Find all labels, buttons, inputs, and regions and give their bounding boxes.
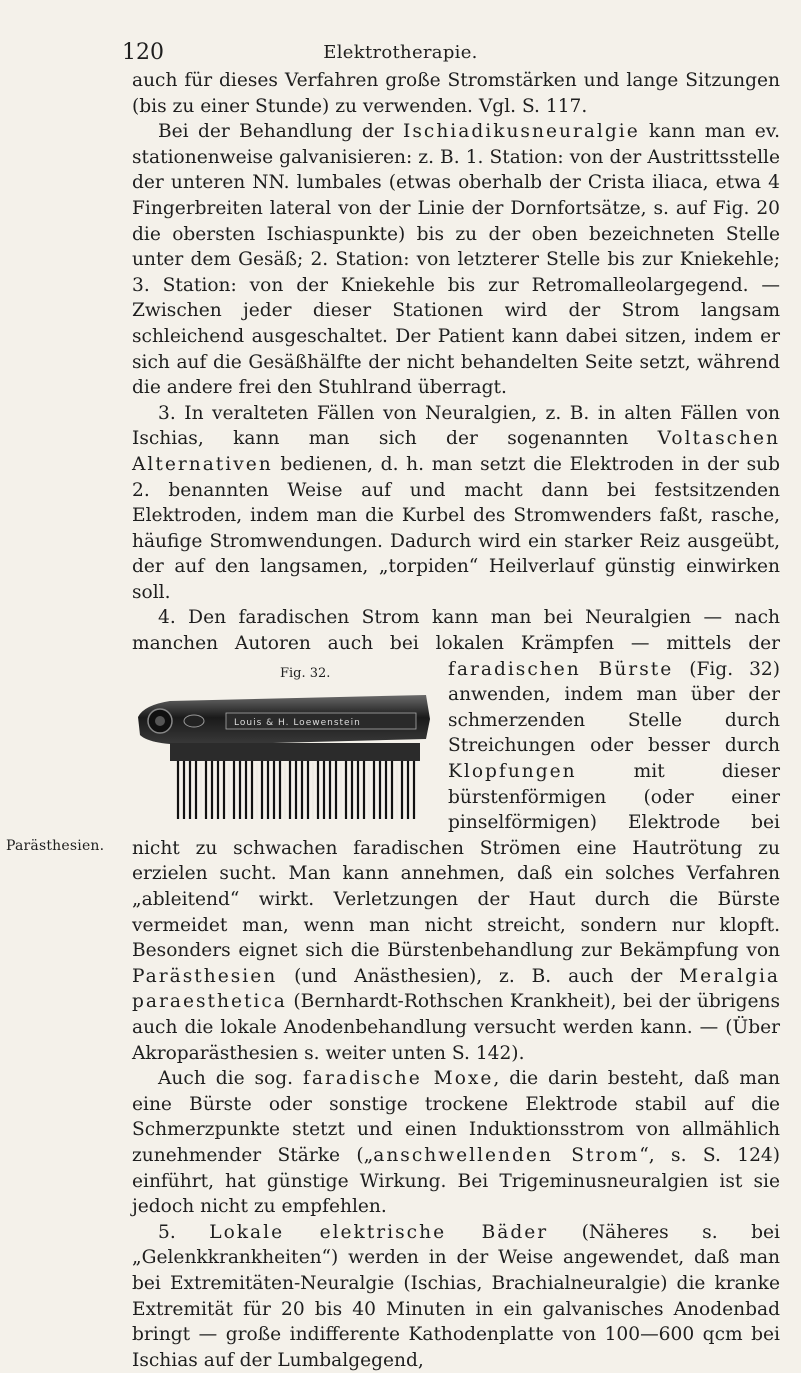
p4-text-e: mit dieser bürstenförmigen (oder einer pinselförmigen) Elektrode bei nicht zu schwachen faradischen Strömen eine Hautrötung zu erzielen sucht. Man kann annehmen, daß ein solches Verfahren „ableitend“ wirkt. Verletzungen der Haut durch die Bürste vermeidet man, wenn man nicht streicht, sondern nur klopft. Besonders eignet sich die Bürstenbehandlung zur Bekämpfung von	[132, 761, 780, 962]
p6-text-a: 5.	[158, 1221, 210, 1243]
p2-text-c: kann man ev. stationenweise galvanisieren: z. B. 1. Station: von der Austrittsstelle der unteren NN. lumbales (etwas oberhalb der Crista iliaca, etwa 4 Fingerbreiten lateral von der Linie der Dornfortsätze, s. auf Fig. 20 die obersten Ischiaspunkte) bis zu der oben bezeichneten Stelle unter dem Gesäß; 2. Station: von letzterer Stelle bis zur Kniekehle; 3. Station: von der Kniekehle bis zur Retromalleolargegend. — Zwischen jeder dieser Stationen wird der Strom langsam schleichend ausgeschaltet. Der Patient kann dabei sitzen, indem er sich auf die Gesäßhälfte der nicht behandelten Seite setzt, während die andere frei den Stuhlrand überragt.	[132, 121, 780, 399]
p3-text-a: 3. In veralteten Fällen von Neuralgien, z. B. in alten Fällen von Ischias, kann man sich der sogenannten	[132, 402, 780, 450]
figure-32	[128, 657, 440, 835]
p6-emph-baeder: Lokale elektrische Bäder	[209, 1221, 549, 1243]
brush-electrode-illustration	[134, 679, 434, 831]
p5-emph-strom: anschwellenden Strom	[373, 1144, 640, 1166]
brush-bristles	[178, 761, 414, 819]
p1-text: auch für dieses Verfahren große Stromstärken und lange Sitzungen (bis zu einer Stunde) zu verwenden. Vgl. S. 117.	[132, 70, 780, 117]
brush-label: Louis & H. Loewenstein	[234, 717, 361, 728]
running-title: Elektrotherapie.	[323, 42, 478, 63]
p5-text-a: Auch die sog.	[158, 1068, 303, 1090]
p3-emph: Voltaschen Alternativen	[132, 428, 780, 475]
page-number: 120	[122, 40, 164, 65]
paragraph-1	[132, 68, 780, 119]
paragraph-2	[132, 119, 780, 401]
p2-emph: Ischiadikusneuralgie	[403, 121, 640, 143]
figure-caption: Fig. 32.	[280, 665, 331, 681]
p4-emph-paraesthesien: Parästhesien	[132, 965, 278, 987]
p4-emph-meralgia: Meralgia paraesthetica	[132, 965, 780, 1013]
body-text	[132, 68, 780, 1373]
p4-emph-klopfungen: Klopfungen	[448, 761, 577, 783]
p3-text-c: bedienen, d. h. man setzt die Elektroden in der sub 2. benannten Weise auf und macht dann bei festsitzenden Elektroden, indem man die Kurbel des Stromwenders faßt, rasche, häufige Stromwendungen. Dadurch wird ein starker Reiz ausgeübt, der auf den langsamen, „torpiden“ Heilverlauf günstig einwirken soll.	[132, 453, 780, 603]
margin-note: Parästhesien.	[6, 838, 105, 854]
paragraph-6	[132, 1220, 780, 1373]
paragraph-3	[132, 401, 780, 606]
p2-text-a: Bei der Behandlung der	[158, 121, 404, 143]
p5-text-c: , die darin besteht, daß man eine Bürste oder sonstige trockene Elektrode stabil auf die Schmerzpunkte stetzt und einen Induktionsstrom von allmählich zunehmender Stärke („	[132, 1068, 780, 1166]
p6-text-c: (Näheres s. bei „Gelenkkrankheiten“) werden in der Weise angewendet, daß man bei Extremitäten-Neuralgie (Ischias, Brachialneuralgie) die kranke Extremität für 20 bis 40 Minuten in ein galvanisches Anodenbad bringt — große indifferente Kathodenplatte von 100—600 qcm bei Ischias auf der Lumbalgegend,	[132, 1221, 780, 1371]
p5-text-e: “, s. S. 124) einführt, hat günstige Wirkung. Bei Trigeminusneuralgien ist sie jedoch nicht zu empfehlen.	[132, 1144, 780, 1218]
p4-text-i: (Bernhardt-Rothschen Krankheit), bei der übrigens auch die lokale Anodenbehandlung versucht werden kann. — (Über Akroparästhesien s. weiter unten S. 142).	[132, 991, 780, 1064]
p4-text-a: 4. Den faradischen Strom kann man bei Neuralgien — nach manchen Autoren auch bei lokalen Krämpfen — mittels der	[132, 607, 780, 655]
p4-emph-brush: faradischen Bürste	[448, 658, 674, 680]
p5-emph-moxe: faradische Moxe	[303, 1068, 494, 1090]
paragraph-4	[132, 605, 780, 1066]
paragraph-5	[132, 1066, 780, 1220]
p4-text-g: (und Anästhesien), z. B. auch der	[277, 965, 680, 987]
p4-text-c: (Fig. 32) anwenden, indem man über der schmerzenden Stelle durch Streichungen oder besser durch	[448, 658, 780, 757]
